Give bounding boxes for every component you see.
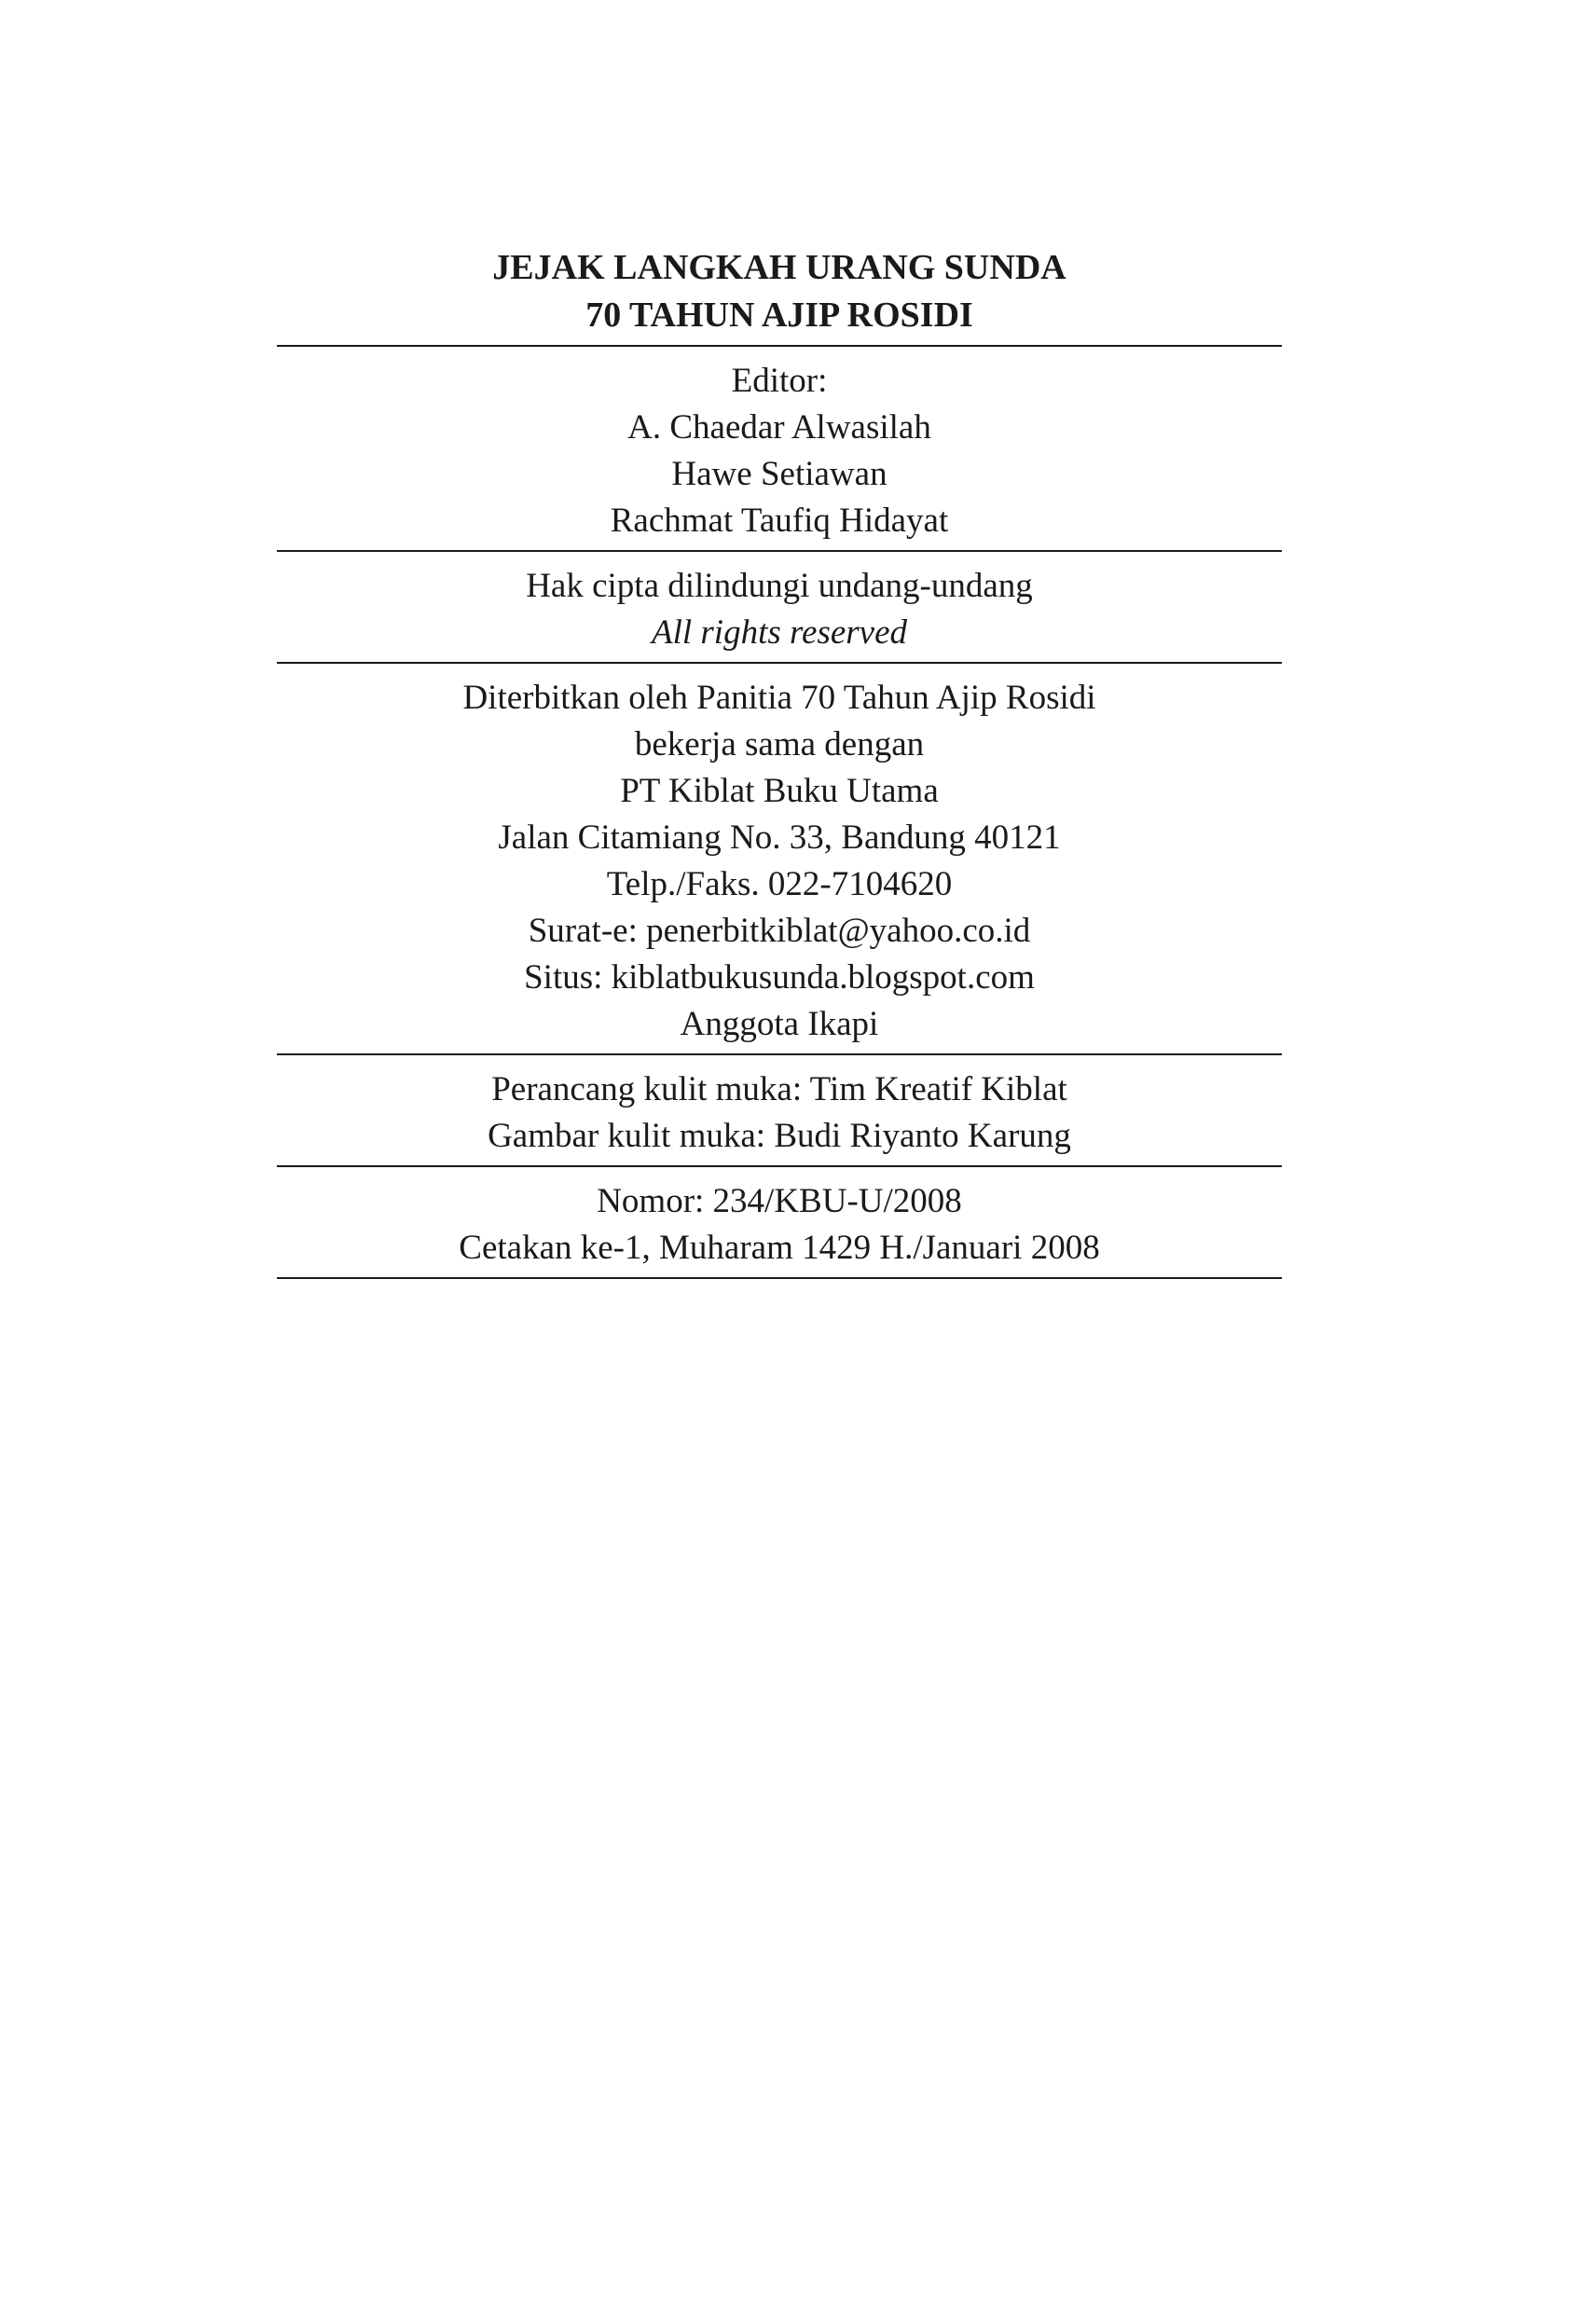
publisher-line: bekerja sama dengan (634, 725, 925, 763)
publisher-section (277, 664, 1282, 1055)
publisher-phone: Telp./Faks. 022-7104620 (606, 865, 953, 903)
edition-printing: Cetakan ke-1, Muharam 1429 H./Januari 2008 (459, 1229, 1100, 1267)
copyright-notice: Hak cipta dilindungi undang-undang (526, 567, 1033, 605)
cover-designer: Perancang kulit muka: Tim Kreatif Kiblat (491, 1070, 1067, 1108)
editors-section (277, 347, 1282, 552)
cover-credits-section (277, 1055, 1282, 1167)
book-title (277, 244, 1282, 347)
editor-name: Hawe Setiawan (671, 455, 887, 493)
publisher-email: Surat-e: penerbitkiblat@yahoo.co.id (528, 912, 1031, 950)
edition-number: Nomor: 234/KBU-U/2008 (597, 1182, 962, 1220)
cover-illustration: Gambar kulit muka: Budi Riyanto Karung (488, 1117, 1071, 1155)
publisher-website: Situs: kiblatbukusunda.blogspot.com (524, 958, 1035, 997)
copyright-section (277, 552, 1282, 664)
editor-name: Rachmat Taufiq Hidayat (610, 502, 949, 540)
rights-reserved: All rights reserved (651, 613, 908, 652)
edition-section (277, 1167, 1282, 1279)
publisher-line: PT Kiblat Buku Utama (620, 772, 939, 810)
publisher-line: Diterbitkan oleh Panitia 70 Tahun Ajip Rosidi (462, 679, 1096, 717)
colophon-page (277, 244, 1282, 1279)
editor-label: Editor: (731, 362, 828, 400)
publisher-address: Jalan Citamiang No. 33, Bandung 40121 (498, 818, 1061, 857)
editor-name: A. Chaedar Alwasilah (627, 408, 931, 447)
publisher-membership: Anggota Ikapi (680, 1005, 879, 1043)
title-line-2: 70 TAHUN AJIP ROSIDI (585, 296, 973, 335)
title-line-1: JEJAK LANGKAH URANG SUNDA (492, 248, 1066, 287)
